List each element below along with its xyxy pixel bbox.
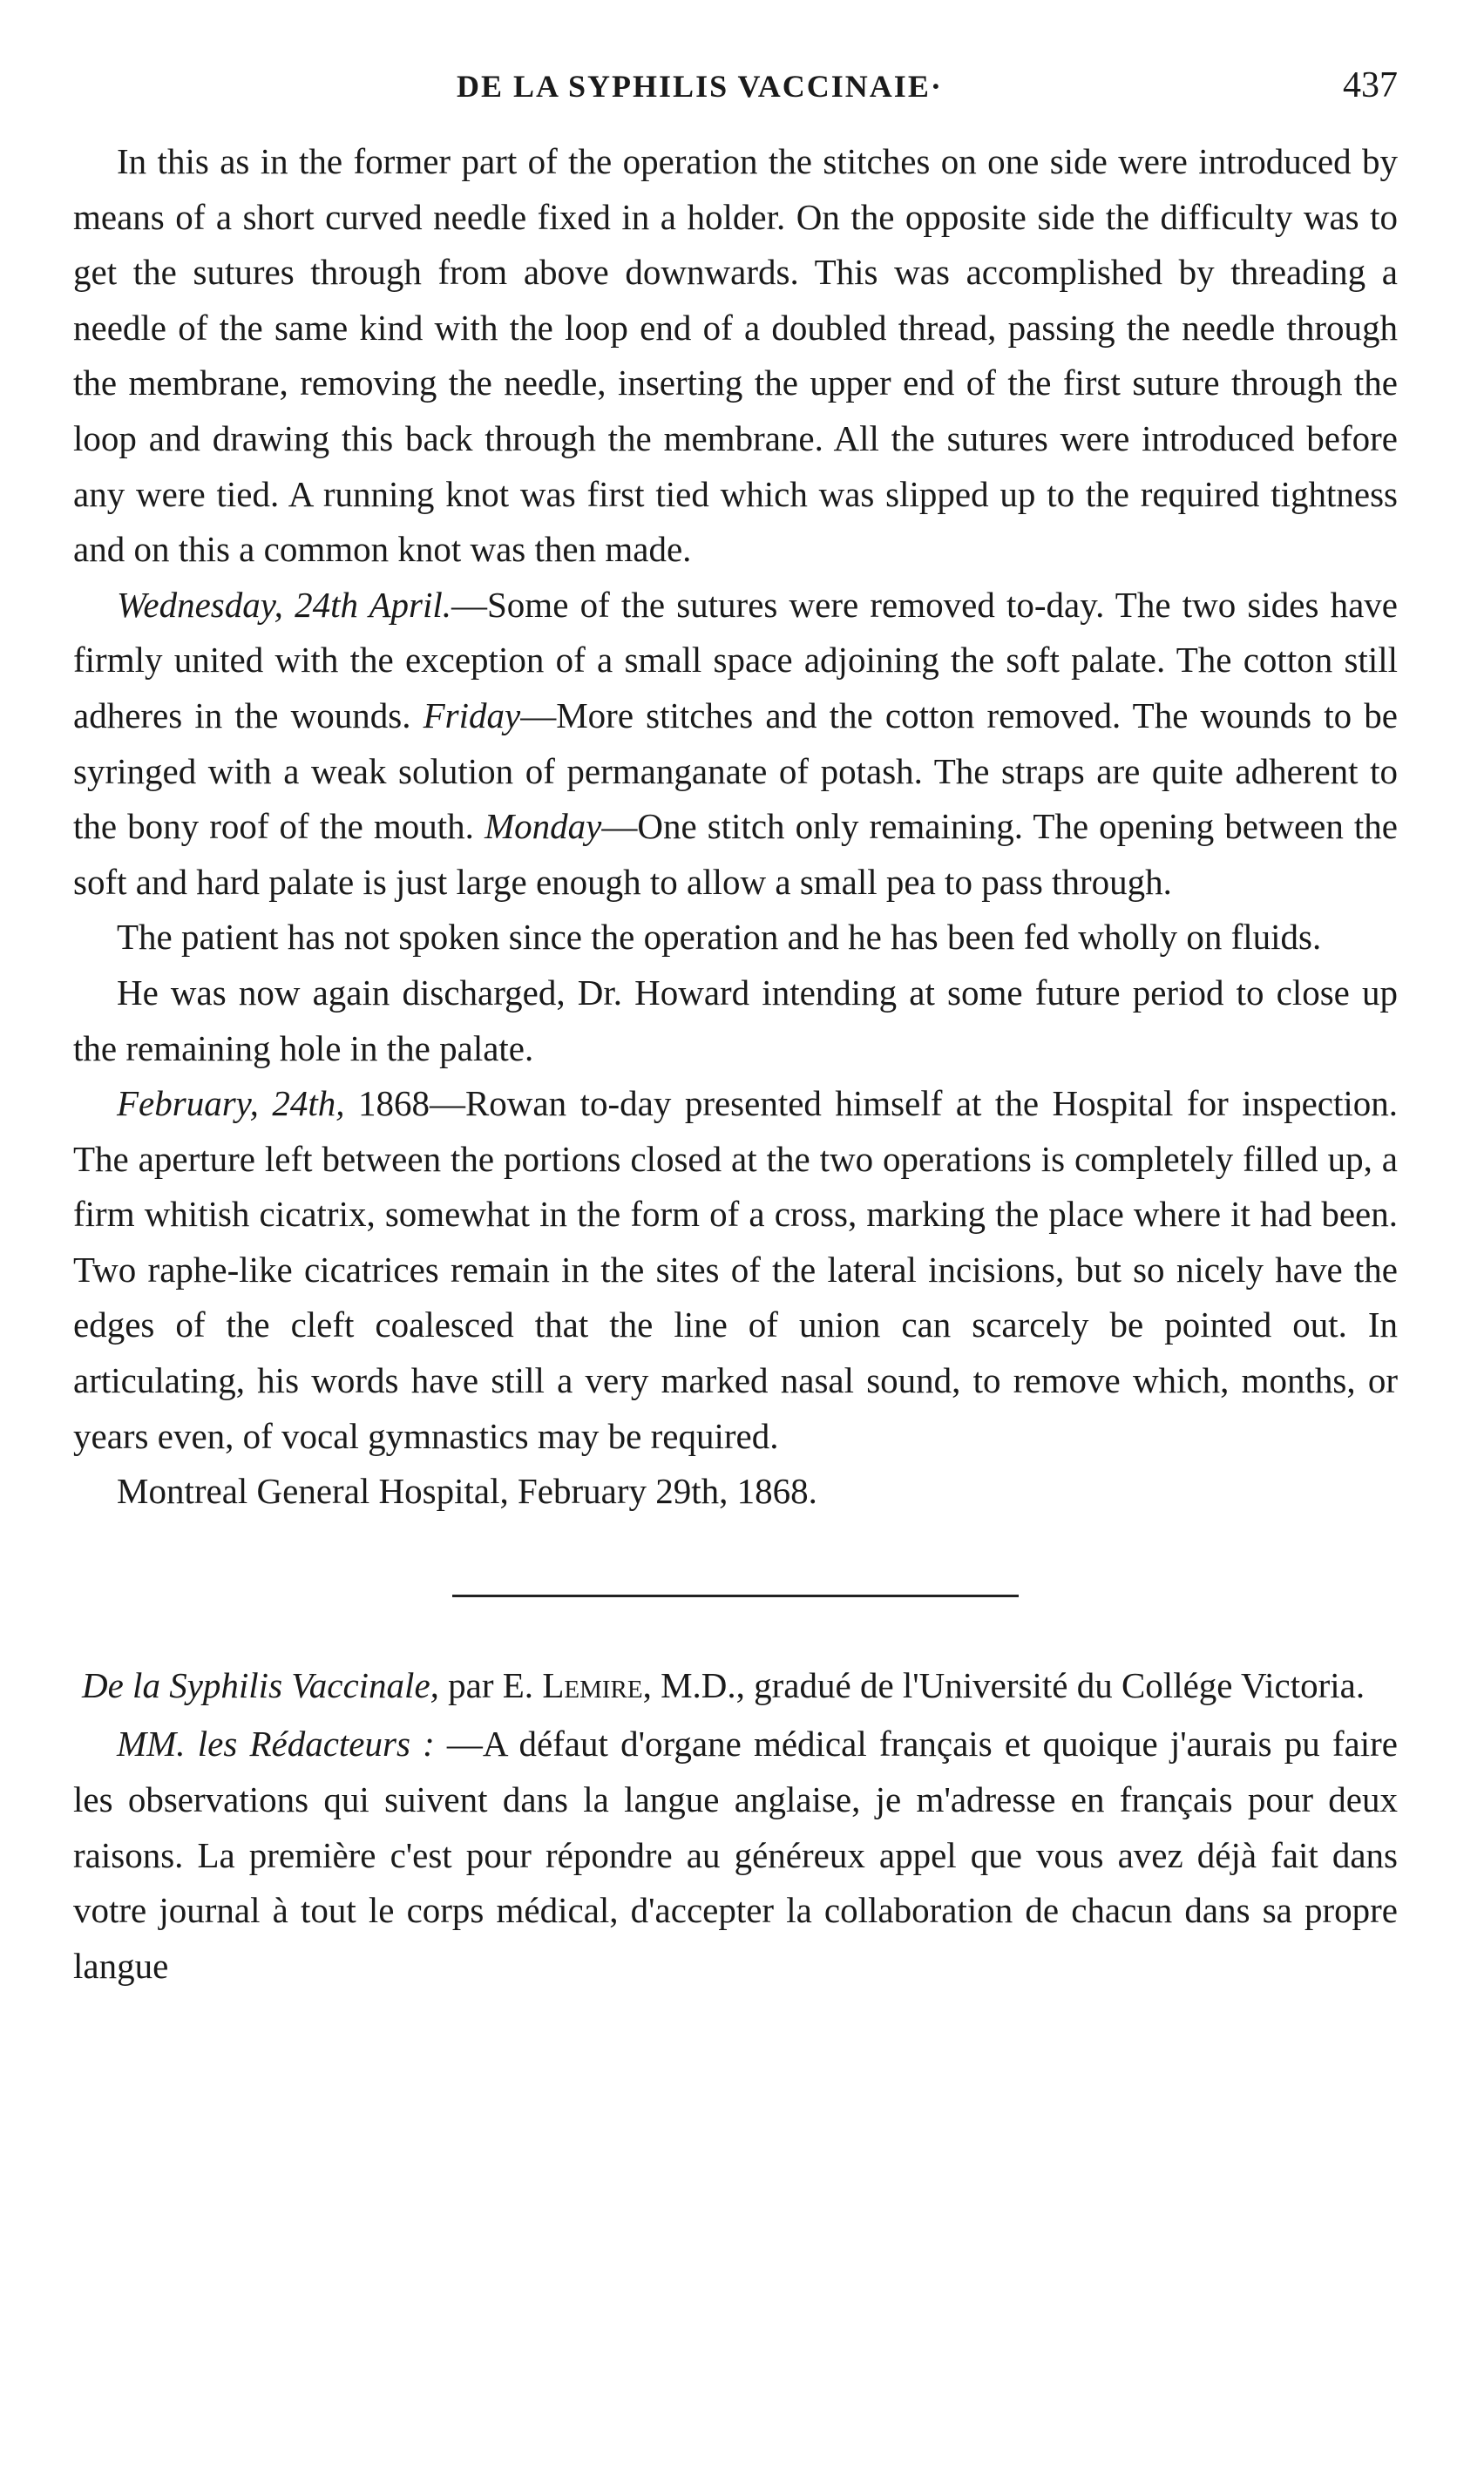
running-head bbox=[73, 61, 1398, 113]
page-number: 437 bbox=[1343, 65, 1398, 105]
date-monday: Monday bbox=[485, 806, 602, 847]
paragraph-wednesday-text-c: —One stitch only remaining. The opening between the soft and hard palate is just large enough to allow a small pea to pass through. bbox=[73, 806, 1398, 902]
paragraph-wednesday bbox=[73, 578, 1398, 911]
article-by: par E. bbox=[438, 1664, 543, 1705]
paragraph-wednesday-text-b: —More stitches and the cotton removed. The wounds to be syringed with a weak solution of permanganate of potash. The straps are quite adherent to the bony roof of the mouth. bbox=[73, 694, 1399, 847]
section-divider bbox=[452, 1595, 1019, 1597]
date-february: February, 24th, bbox=[117, 1083, 345, 1124]
article-heading bbox=[73, 1658, 1398, 1714]
paragraph-sutures-text: In this as in the former part of the operation the stitches on one side were introduced by means of a short curved needle fixed in a holder. On the opposite side the difficulty was to get the sutures through from above downwards. This was accomplished by threading a needle of the same kind with the loop end of a doubled thread, passing the needle through the membrane, removing the needle, inserting the upper end of the first suture through the loop and drawing this back through the membrane. All the sutures were introduced before any were tied. A running knot was first tied which was slipped up to the required tightness and on this a common knot was then made. bbox=[73, 141, 1398, 570]
paragraph-patient bbox=[73, 910, 1398, 965]
article-credentials: , M.D., gradué de l'Université du Collége Victoria. bbox=[642, 1664, 1365, 1705]
signature-line-text: Montreal General Hospital, February 29th, 1868. bbox=[117, 1471, 817, 1512]
paragraph-discharged bbox=[73, 965, 1398, 1076]
paragraph-february-text: 1868—Rowan to-day presented himself at the Hospital for inspection. The aperture left between the portions closed at the two operations is completely filled up, a firm whitish cicatrix, somewhat in the form of a cross, marking the place where it had been. Two raphe-like cicatrices remain in the sites of the lateral incisions, but so nicely have the edges of the cleft coalesced that the line of union can scarcely be pointed out. In articulating, his words have still a very marked nasal sound, to remove which, months, or years even, of vocal gymnastics may be required. bbox=[73, 1083, 1398, 1456]
article-title: De la Syphilis Vaccinale, bbox=[82, 1664, 439, 1705]
date-wednesday: Wednesday, 24th April. bbox=[117, 584, 451, 625]
article-opening-paragraph bbox=[73, 1717, 1398, 1994]
running-title: DE LA SYPHILIS VACCINAIE· bbox=[457, 69, 943, 104]
article-author: Lemire bbox=[542, 1664, 643, 1705]
article-salutation: MM. les Rédacteurs : bbox=[117, 1724, 435, 1765]
paragraph-wednesday-text-a: —Some of the sutures were removed to-day. The two sides have firmly united with the exception of a small space adjoining the soft palate. The cotton still adheres in the wounds. bbox=[73, 584, 1398, 735]
paragraph-patient-text: The patient has not spoken since the operation and he has been fed wholly on fluids. bbox=[117, 917, 1322, 958]
paragraph-february bbox=[73, 1076, 1398, 1464]
article-body-text: —A défaut d'organe médical français et quoique j'aurais pu faire les observations qui suivent dans la langue anglaise, je m'adresse en français pour deux raisons. La première c'est pour répondre au généreux appel que vous avez déjà fait dans votre journal à tout le corps médical, d'accepter la collaboration de chacun dans sa propre langue bbox=[73, 1724, 1398, 1986]
date-friday: Friday bbox=[423, 694, 521, 735]
page bbox=[73, 61, 1398, 1994]
paragraph-discharged-text: He was now again discharged, Dr. Howard intending at some future period to close up the remaining hole in the palate. bbox=[73, 972, 1398, 1068]
signature-line bbox=[73, 1464, 1398, 1520]
paragraph-sutures bbox=[73, 134, 1398, 578]
